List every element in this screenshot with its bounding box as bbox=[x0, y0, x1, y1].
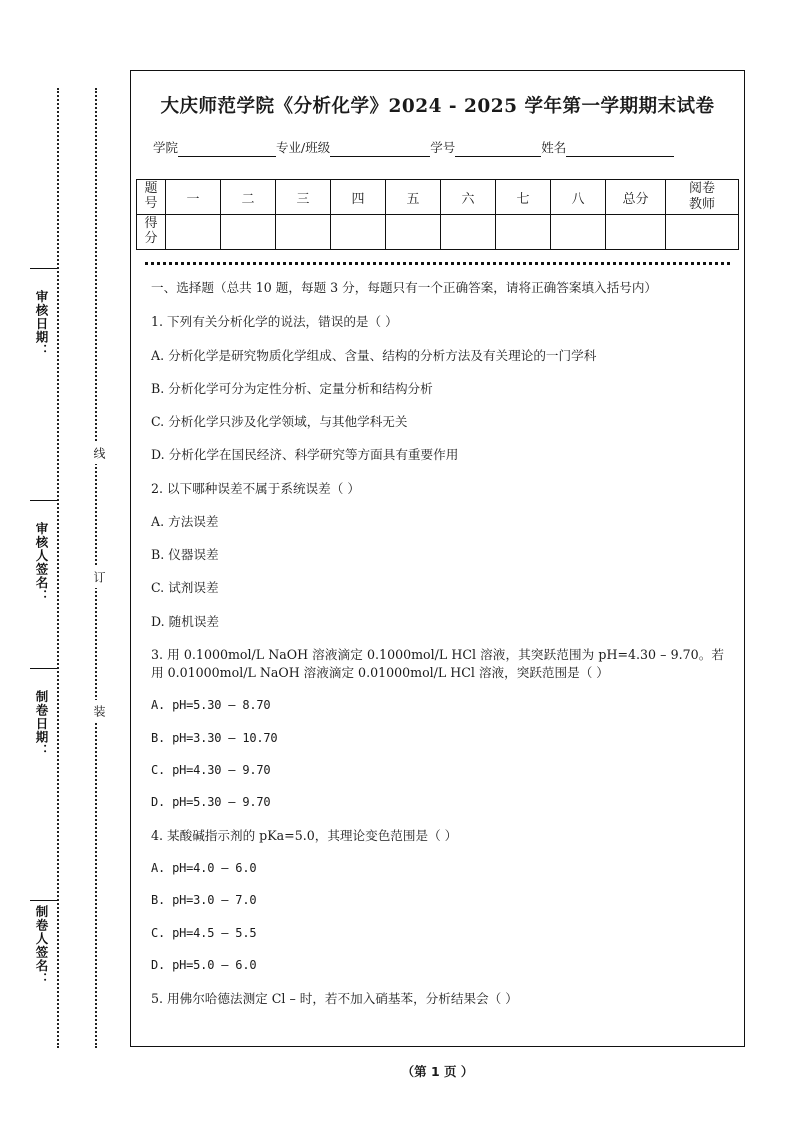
question-4-option-a[interactable]: A. pH=4.0 – 6.0 bbox=[151, 861, 257, 876]
question-4-option-c[interactable]: C. pH=4.5 – 5.5 bbox=[151, 925, 257, 940]
score-label-char-2: 分 bbox=[144, 231, 158, 246]
score-cell[interactable] bbox=[221, 215, 276, 250]
score-cell[interactable] bbox=[386, 215, 441, 250]
question-3-option-b[interactable]: B. pH=3.30 – 10.70 bbox=[151, 730, 278, 745]
score-col-header-5: 五 bbox=[386, 180, 441, 215]
question-body bbox=[151, 279, 724, 1008]
college-label: 学院 bbox=[153, 140, 179, 155]
student-id-field[interactable] bbox=[430, 138, 541, 157]
seam-char-line: 线 bbox=[84, 442, 108, 464]
section-heading: 一、选择题（总共 10 题，每题 3 分，每题只有一个正确答案，请将正确答案填入括号内） bbox=[151, 280, 658, 295]
question-stem-1: 1. 下列有关分析化学的说法，错误的是（ ） bbox=[151, 314, 398, 330]
question-1-option-d[interactable]: D. 分析化学在国民经济、科学研究等方面具有重要作用 bbox=[151, 447, 459, 463]
question-1-option-c[interactable]: C. 分析化学只涉及化学领域，与其他学科无关 bbox=[151, 414, 408, 429]
teacher-label-line-2: 教师 bbox=[688, 197, 715, 212]
score-col-header-2: 二 bbox=[221, 180, 276, 215]
score-table-value-row bbox=[137, 215, 739, 250]
binding-margin bbox=[0, 0, 130, 1122]
score-table-row-label-score bbox=[137, 215, 166, 250]
score-table-row-label-question bbox=[137, 180, 166, 215]
reviewer-signature-label: 审核人签名： bbox=[34, 522, 49, 603]
question-3-option-d[interactable]: D. pH=5.30 – 9.70 bbox=[151, 795, 271, 810]
score-col-header-total: 总分 bbox=[606, 180, 666, 215]
score-table bbox=[136, 179, 739, 250]
score-cell-total[interactable] bbox=[606, 215, 666, 250]
score-col-header-7: 七 bbox=[496, 180, 551, 215]
question-3-option-a[interactable]: A. pH=5.30 – 8.70 bbox=[151, 698, 271, 713]
teacher-label-line-1: 阅卷 bbox=[688, 181, 715, 197]
student-id-label: 学号 bbox=[430, 140, 456, 155]
row-label-char-1: 题 bbox=[144, 181, 158, 197]
seam-char-bind: 订 bbox=[84, 566, 108, 588]
score-col-header-1: 一 bbox=[166, 180, 221, 215]
college-field[interactable] bbox=[153, 138, 276, 157]
score-cell[interactable] bbox=[331, 215, 386, 250]
score-cell[interactable] bbox=[166, 215, 221, 250]
score-table-header-row bbox=[137, 180, 739, 215]
question-2-option-d[interactable]: D. 随机误差 bbox=[151, 613, 220, 629]
page-footer: （第 1 页 ） bbox=[401, 1064, 474, 1079]
score-cell[interactable] bbox=[496, 215, 551, 250]
question-4-option-d[interactable]: D. pH=5.0 – 6.0 bbox=[151, 958, 257, 973]
name-input-blank[interactable] bbox=[566, 141, 674, 157]
score-cell[interactable] bbox=[551, 215, 606, 250]
dotted-rule-outer bbox=[57, 88, 59, 1048]
question-2-option-b[interactable]: B. 仪器误差 bbox=[151, 547, 219, 562]
question-4-option-b[interactable]: B. pH=3.0 – 7.0 bbox=[151, 893, 257, 908]
question-2-option-c[interactable]: C. 试剂误差 bbox=[151, 580, 219, 596]
page-title: 大庆师范学院《分析化学》2024 - 2025 学年第一学期期末试卷 bbox=[160, 96, 715, 117]
section-divider bbox=[145, 262, 730, 265]
signature-separator-2 bbox=[30, 500, 58, 501]
score-cell[interactable] bbox=[276, 215, 331, 250]
seam-char-pack: 装 bbox=[84, 700, 108, 722]
exam-content-frame bbox=[130, 70, 745, 1047]
student-id-input-blank[interactable] bbox=[455, 141, 541, 157]
major-class-input-blank[interactable] bbox=[330, 141, 430, 157]
score-cell[interactable] bbox=[441, 215, 496, 250]
major-class-field[interactable] bbox=[276, 138, 430, 157]
question-2-option-a[interactable]: A. 方法误差 bbox=[151, 513, 219, 529]
student-info-row bbox=[153, 138, 726, 157]
score-col-header-6: 六 bbox=[441, 180, 496, 215]
question-stem-3: 3. 用 0.1000mol/L NaOH 溶液滴定 0.1000mol/L HCl 溶液，其突跃范围为 pH=4.30 – 9.70。若用 0.01000mol/L NaOH 溶液滴定 0.01000mol/L HCl 溶液，突跃范围是（ ） bbox=[151, 646, 724, 680]
major-class-label: 专业/班级 bbox=[276, 140, 331, 155]
name-field[interactable] bbox=[541, 138, 674, 157]
review-date-label: 审核日期： bbox=[34, 290, 49, 358]
score-col-header-3: 三 bbox=[276, 180, 331, 215]
signature-separator-3 bbox=[30, 668, 58, 669]
question-stem-4: 4. 某酸碱指示剂的 pKa=5.0，其理论变色范围是（ ） bbox=[151, 827, 458, 843]
score-col-header-4: 四 bbox=[331, 180, 386, 215]
maker-signature-label: 制卷人签名： bbox=[34, 905, 49, 986]
score-col-header-teacher bbox=[666, 180, 739, 215]
college-input-blank[interactable] bbox=[178, 141, 276, 157]
name-label: 姓名 bbox=[541, 140, 567, 155]
question-1-option-a[interactable]: A. 分析化学是研究物质化学组成、含量、结构的分析方法及有关理论的一门学科 bbox=[151, 347, 597, 363]
question-3-option-c[interactable]: C. pH=4.30 – 9.70 bbox=[151, 763, 271, 778]
question-stem-5: 5. 用佛尔哈德法测定 Cl – 时，若不加入硝基苯，分析结果会（ ） bbox=[151, 990, 518, 1006]
question-stem-2: 2. 以下哪种误差不属于系统误差（ ） bbox=[151, 480, 360, 496]
question-1-option-b[interactable]: B. 分析化学可分为定性分析、定量分析和结构分析 bbox=[151, 380, 433, 396]
signature-separator-1 bbox=[30, 268, 58, 269]
maker-date-label: 制卷日期： bbox=[34, 690, 49, 758]
score-col-header-8: 八 bbox=[551, 180, 606, 215]
score-cell-teacher[interactable] bbox=[666, 215, 739, 250]
row-label-char-2: 号 bbox=[144, 196, 158, 211]
signature-separator-4 bbox=[30, 900, 58, 901]
score-label-char-1: 得 bbox=[144, 216, 158, 232]
